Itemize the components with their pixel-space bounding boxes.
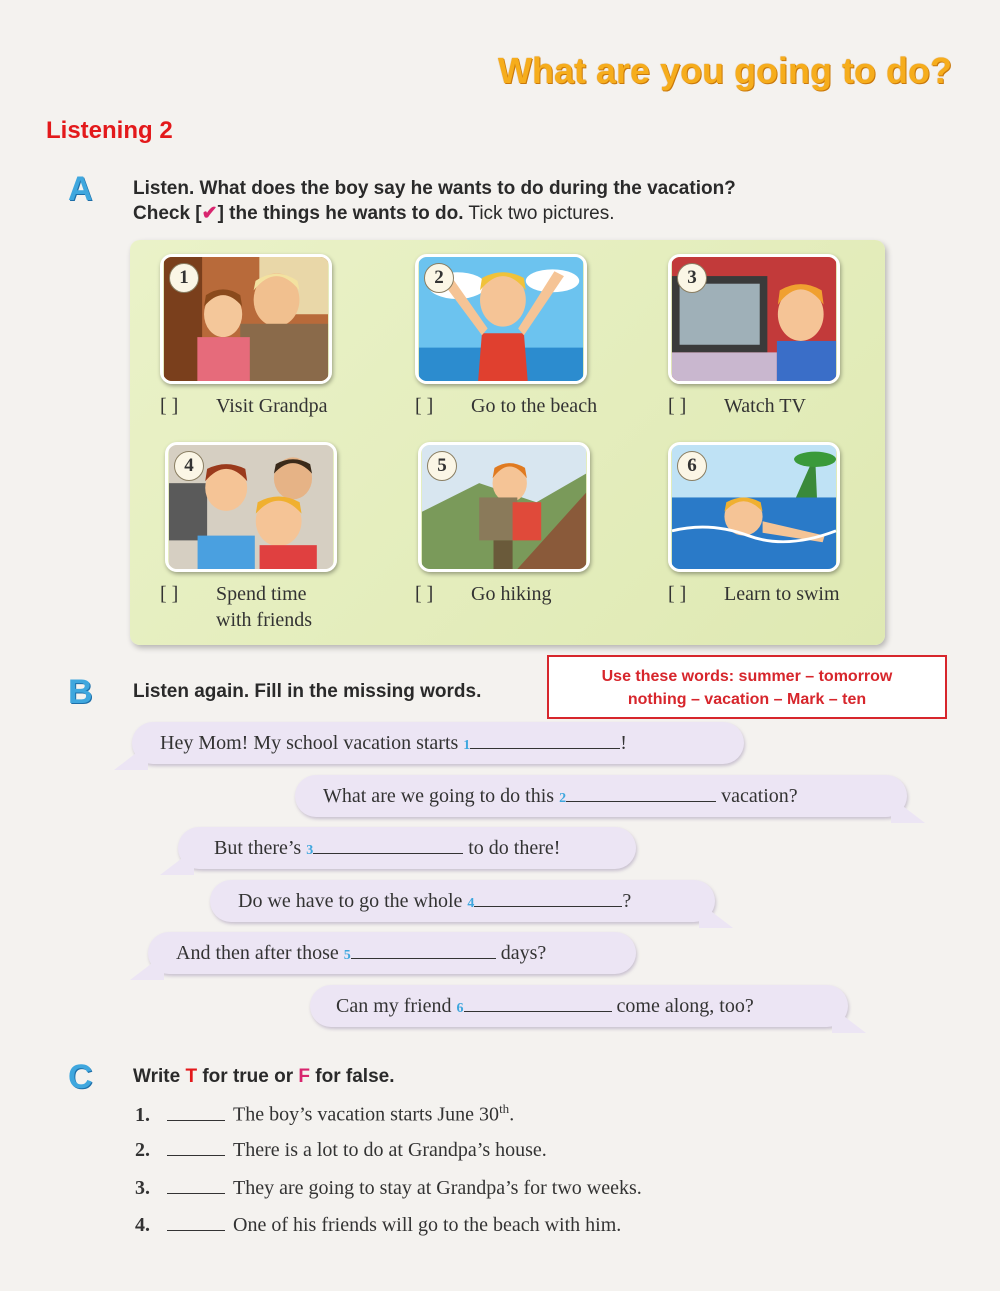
- tick-bracket[interactable]: [ ]: [668, 395, 687, 417]
- speech-bubble-3: [178, 827, 636, 869]
- option-3[interactable]: [668, 393, 806, 419]
- picture-visit-grandpa: [160, 254, 332, 384]
- instruction-line2-extra: Tick two pictures.: [463, 203, 615, 224]
- picture-number: 3: [677, 263, 707, 293]
- option-label: Visit Grandpa: [216, 395, 328, 417]
- option-1[interactable]: [160, 393, 328, 419]
- option-label: Go hiking: [471, 583, 552, 605]
- statement-end: .: [509, 1103, 515, 1126]
- answer-blank[interactable]: [167, 1215, 225, 1231]
- option-6[interactable]: [668, 581, 840, 607]
- blank-number: 3: [306, 843, 314, 858]
- section-c-letter: C: [68, 1058, 93, 1096]
- speech-bubble-4: [210, 880, 715, 922]
- check-icon: ✔: [201, 203, 218, 224]
- picture-number: 5: [427, 451, 457, 481]
- statement-number: 4.: [135, 1214, 150, 1236]
- tick-bracket[interactable]: [ ]: [415, 395, 434, 417]
- instruction-line2-post: ] the things he wants to do.: [217, 203, 464, 224]
- bubble-text: Hey Mom! My school vacation starts: [160, 732, 459, 754]
- statement-2: [135, 1139, 547, 1162]
- speech-bubble-5: [148, 932, 636, 974]
- section-b-instruction-text: Listen again. Fill in the missing words.: [133, 681, 482, 702]
- instruction-line2-pre: Check [: [133, 203, 202, 224]
- statement-text: They are going to stay at Grandpa’s for two weeks.: [233, 1177, 642, 1199]
- bubble-text-end: !: [620, 732, 627, 754]
- option-label: Learn to swim: [724, 583, 840, 605]
- picture-number: 1: [169, 263, 199, 293]
- picture-number: 4: [174, 451, 204, 481]
- picture-panel: [130, 240, 885, 645]
- tick-bracket[interactable]: [ ]: [668, 583, 687, 605]
- speech-bubble-1: [132, 722, 744, 764]
- picture-learn-to-swim: [668, 442, 840, 572]
- instruction-text: Write: [133, 1066, 181, 1087]
- option-5[interactable]: [415, 581, 552, 607]
- statement-3: [135, 1177, 642, 1200]
- instruction-line1: Listen. What does the boy say he wants to do during the vacation?: [133, 178, 736, 199]
- picture-go-to-beach: [415, 254, 587, 384]
- bubble-text-end: days?: [500, 942, 547, 964]
- bubble-text-end: vacation?: [721, 785, 798, 807]
- blank-field[interactable]: [566, 784, 716, 802]
- blank-field[interactable]: [313, 836, 463, 854]
- bubble-text: What are we going to do this: [323, 785, 555, 807]
- page-title: What are you going to do?: [498, 50, 952, 91]
- option-label-line2: with friends: [216, 609, 313, 631]
- picture-spend-time-friends: [165, 442, 337, 572]
- option-label: Spend time: [216, 583, 307, 605]
- blank-field[interactable]: [470, 731, 620, 749]
- statement-number: 2.: [135, 1139, 150, 1161]
- statement-1: [135, 1101, 514, 1127]
- blank-number: 6: [456, 1001, 464, 1016]
- bubble-text: Can my friend: [336, 995, 452, 1017]
- picture-number: 6: [677, 451, 707, 481]
- statement-number: 3.: [135, 1177, 150, 1199]
- bubble-text-end: come along, too?: [616, 995, 754, 1017]
- statement-text: The boy’s vacation starts June 30: [233, 1103, 500, 1126]
- tick-bracket[interactable]: [ ]: [160, 583, 179, 605]
- bubble-text: And then after those: [176, 942, 339, 964]
- speech-bubble-2: [295, 775, 907, 817]
- word-bank-line2: nothing – vacation – Mark – ten: [627, 691, 867, 708]
- instruction-text: for false.: [315, 1066, 395, 1087]
- answer-blank[interactable]: [167, 1140, 225, 1156]
- ordinal-suffix: th: [499, 1101, 510, 1116]
- blank-number: 5: [343, 948, 351, 963]
- bubble-text-end: to do there!: [468, 837, 561, 859]
- statement-text: There is a lot to do at Grandpa’s house.: [233, 1139, 547, 1161]
- answer-blank[interactable]: [167, 1178, 225, 1194]
- bubble-text-end: ?: [622, 890, 632, 912]
- section-b-instruction: [133, 679, 481, 704]
- blank-number: 4: [467, 896, 475, 911]
- section-a-instruction: [133, 176, 736, 226]
- option-4[interactable]: [160, 581, 312, 633]
- bubble-text: But there’s: [214, 837, 302, 859]
- word-bank: [547, 655, 947, 719]
- picture-go-hiking: [418, 442, 590, 572]
- statement-4: [135, 1214, 621, 1237]
- word-bank-line1: Use these words: summer – tomorrow: [601, 668, 893, 685]
- true-letter: T: [185, 1066, 198, 1087]
- blank-number: 2: [559, 791, 567, 806]
- blank-number: 1: [463, 738, 471, 753]
- instruction-text: for true or: [202, 1066, 294, 1087]
- bubble-text: Do we have to go the whole: [238, 890, 463, 912]
- statement-number: 1.: [135, 1103, 150, 1126]
- blank-field[interactable]: [464, 994, 612, 1012]
- statement-text: One of his friends will go to the beach with him.: [233, 1214, 622, 1236]
- tick-bracket[interactable]: [ ]: [160, 395, 179, 417]
- option-label: Watch TV: [724, 395, 806, 417]
- option-label: Go to the beach: [471, 395, 598, 417]
- picture-number: 2: [424, 263, 454, 293]
- listening-heading: Listening 2: [46, 117, 173, 144]
- section-b-letter: B: [68, 673, 93, 711]
- section-c-instruction: [133, 1064, 395, 1089]
- option-2[interactable]: [415, 393, 597, 419]
- blank-field[interactable]: [474, 889, 622, 907]
- blank-field[interactable]: [351, 941, 496, 959]
- answer-blank[interactable]: [167, 1105, 225, 1121]
- speech-bubble-6: [310, 985, 848, 1027]
- tick-bracket[interactable]: [ ]: [415, 583, 434, 605]
- picture-watch-tv: [668, 254, 840, 384]
- false-letter: F: [298, 1066, 311, 1087]
- section-a-letter: A: [68, 170, 93, 208]
